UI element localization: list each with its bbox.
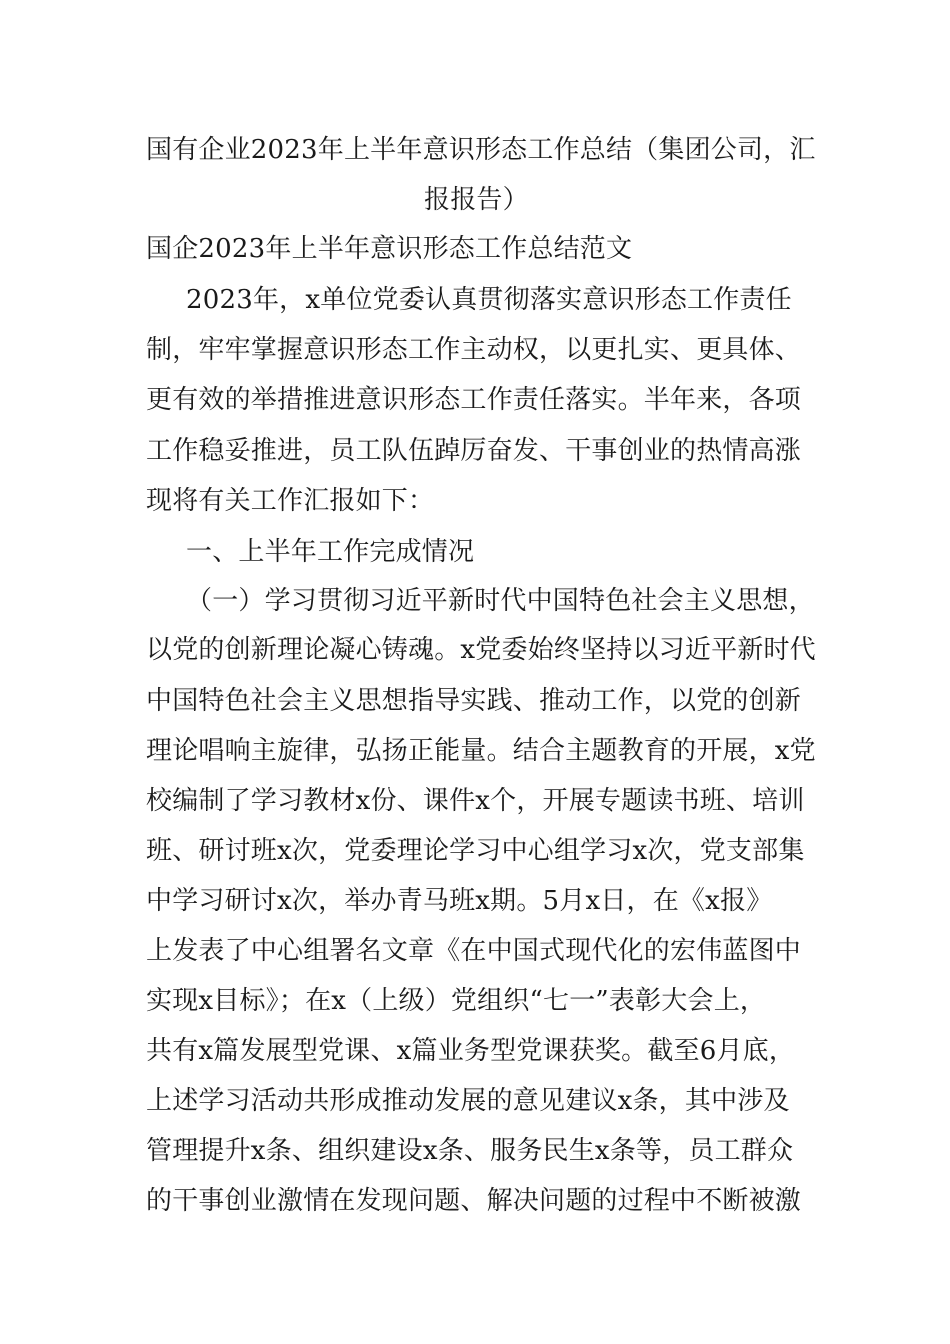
- body-line: 中国特色社会主义思想指导实践、推动工作，以党的创新: [146, 686, 802, 716]
- body-line: 的干事创业激情在发现问题、解决问题的过程中不断被激: [146, 1186, 802, 1216]
- body-line: 上发表了中心组署名文章《在中国式现代化的宏伟蓝图中: [146, 936, 802, 966]
- body-line: 班、研讨班x次，党委理论学习中心组学习x次，党支部集: [146, 836, 805, 866]
- document-title-line-1: 国有企业2023年上半年意识形态工作总结（集团公司，汇: [146, 135, 816, 165]
- document-title-line-2: 报报告）: [424, 185, 529, 215]
- body-line: 以党的创新理论凝心铸魂。x党委始终坚持以习近平新时代: [146, 635, 816, 665]
- body-line: 现将有关工作汇报如下：: [146, 486, 435, 516]
- body-line: 2023年，x单位党委认真贯彻落实意识形态工作责任: [186, 285, 792, 315]
- body-line: 校编制了学习教材x份、课件x个，开展专题读书班、培训: [146, 786, 805, 816]
- body-line: （一）学习贯彻习近平新时代中国特色社会主义思想，: [186, 586, 815, 616]
- body-line: 管理提升x条、组织建设x条、服务民生x条等，员工群众: [146, 1136, 794, 1166]
- body-line: 制，牢牢掌握意识形态工作主动权，以更扎实、更具体、: [146, 335, 802, 365]
- document-subtitle: 国企2023年上半年意识形态工作总结范文: [146, 234, 633, 264]
- body-line: 实现x目标》；在x（上级）党组织“七一”表彰大会上，: [146, 986, 767, 1016]
- body-line: 共有x篇发展型党课、x篇业务型党课获奖。截至6月底，: [146, 1036, 796, 1066]
- body-line: 中学习研讨x次，举办青马班x期。5月x日，在《x报》: [146, 886, 773, 916]
- section-heading: 一、上半年工作完成情况: [186, 537, 475, 567]
- body-line: 工作稳妥推进，员工队伍踔厉奋发、干事创业的热情高涨: [146, 436, 802, 466]
- body-line: 理论唱响主旋律，弘扬正能量。结合主题教育的开展，x党: [146, 736, 816, 766]
- body-line: 更有效的举措推进意识形态工作责任落实。半年来，各项: [146, 385, 802, 415]
- body-line: 上述学习活动共形成推动发展的意见建议x条，其中涉及: [146, 1086, 790, 1116]
